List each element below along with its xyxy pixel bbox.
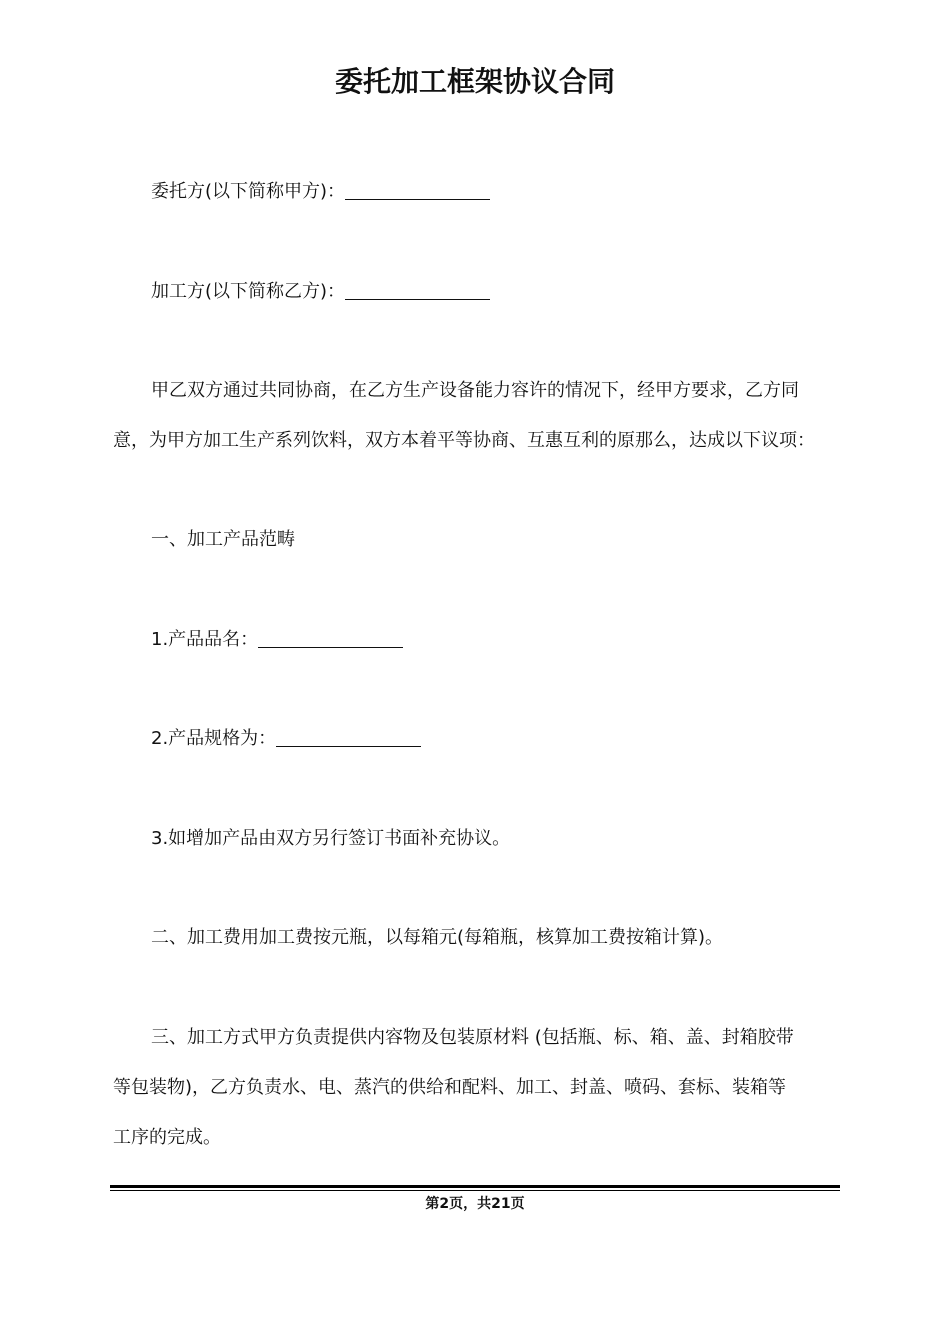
section3-line1: 三、加工方式甲方负责提供内容物及包装原材料 (包括瓶、标、箱、盖、封箱胶带 — [151, 1027, 794, 1048]
section3-line3: 工序的完成。 — [113, 1127, 221, 1148]
page-number: 第2页，共21页 — [425, 1196, 525, 1212]
processor-party-label: 加工方(以下简称乙方)： — [151, 281, 346, 302]
client-party-blank — [345, 179, 490, 200]
product-spec-blank — [276, 726, 421, 747]
section3-line2: 等包装物)，乙方负责水、电、蒸汽的供给和配料、加工、封盖、喷码、套标、装箱等 — [113, 1077, 787, 1098]
processor-party-line — [113, 267, 883, 317]
document-title: 委托加工框架协议合同 — [334, 65, 615, 98]
section2-text: 二、加工费用加工费按元瓶，以每箱元(每箱瓶，核算加工费按箱计算)。 — [151, 927, 724, 948]
item3-text: 3.如增加产品由双方另行签订书面补充协议。 — [151, 828, 511, 849]
client-party-label: 委托方(以下简称甲方)： — [151, 181, 346, 202]
product-name-blank — [258, 627, 403, 648]
footer-divider-thick — [110, 1185, 840, 1188]
footer-divider — [110, 1185, 840, 1191]
intro-paragraph-line2: 意，为甲方加工生产系列饮料，双方本着平等协商、互惠互利的原那么，达成以下议项： — [113, 430, 815, 451]
product-name-label: 1.产品品名： — [151, 629, 259, 650]
product-spec-line — [113, 714, 883, 764]
footer-divider-thin — [110, 1190, 840, 1191]
intro-paragraph-line1: 甲乙双方通过共同协商，在乙方生产设备能力容许的情况下，经甲方要求，乙方同 — [151, 380, 799, 401]
product-spec-label: 2.产品规格为： — [151, 728, 277, 749]
client-party-line — [113, 167, 883, 217]
product-name-line — [113, 615, 883, 665]
section1-heading: 一、加工产品范畴 — [151, 529, 295, 550]
processor-party-blank — [345, 279, 490, 300]
